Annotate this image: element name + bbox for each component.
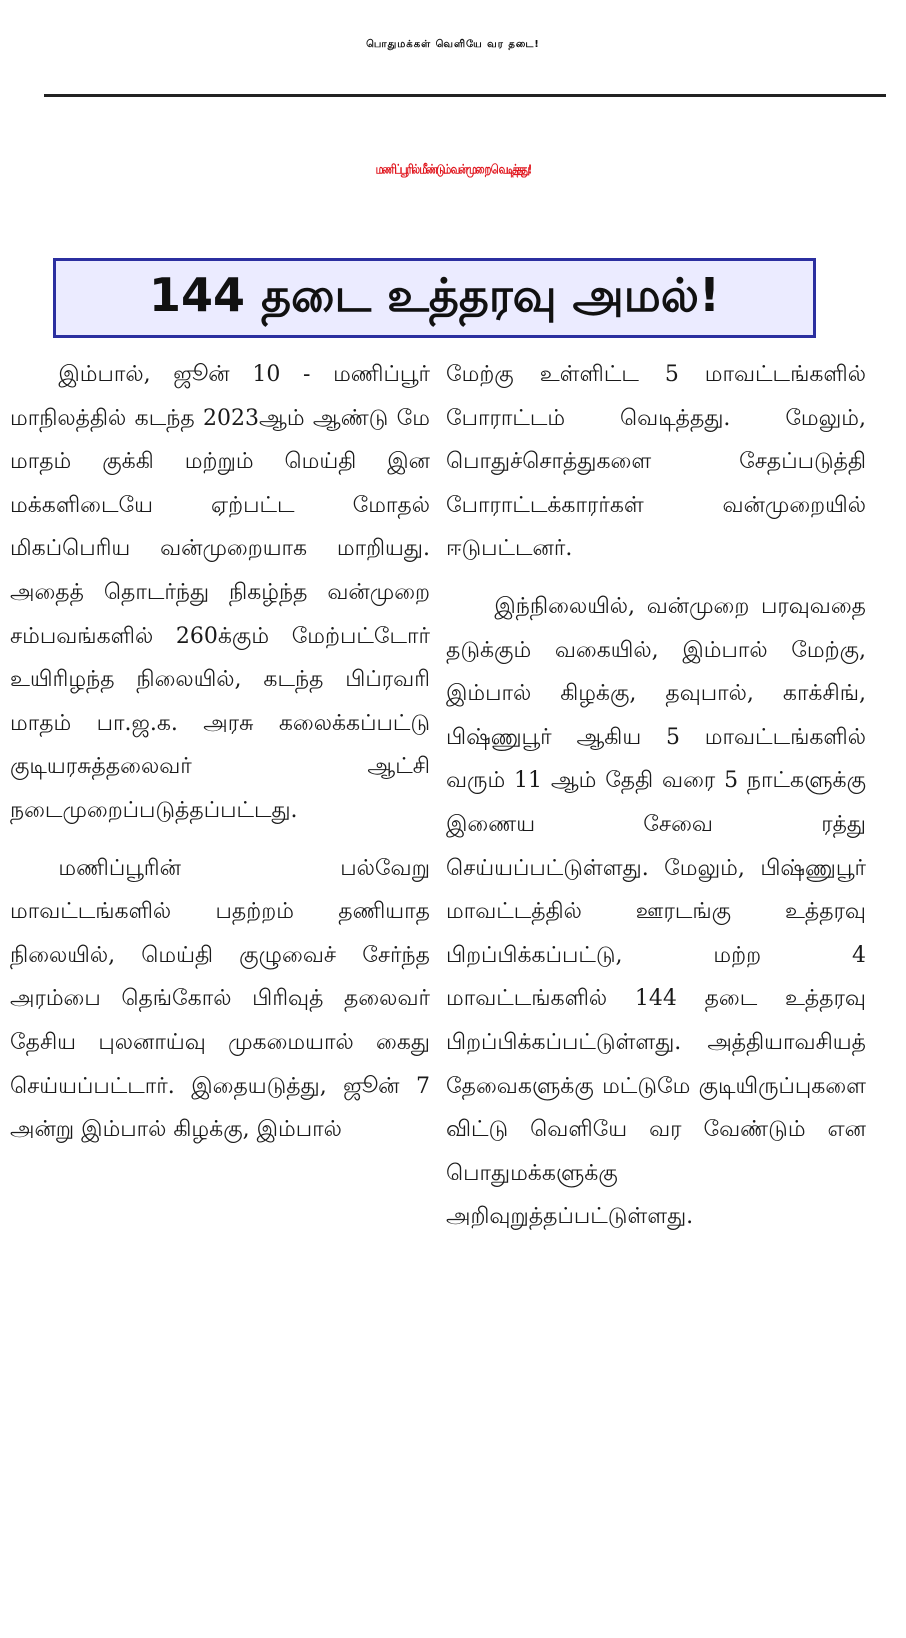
- article-paragraph: மணிப்பூரின் பல்வேறு மாவட்டங்களில் பதற்றம் தணியாத நிலையில், மெய்தி குழுவைச் சேர்ந்த அரம்பை தெங்கோல் பிரிவுத் தலைவர் தேசிய புலனாய்வு முகமையால் கைது செய்யப்பட்டார். இதையடுத்து, ஜூன் 7 அன்று இம்பால் கிழக்கு, இம்பால்: [10, 855, 430, 1143]
- article-column-right: [446, 353, 866, 1239]
- article-column-left: [10, 353, 430, 1152]
- subheadline: 144 தடை உத்தரவு அமல்!: [149, 267, 720, 322]
- article-paragraph: இம்பால், ஜூன் 10 - மணிப்பூர் மாநிலத்தில் கடந்த 2023ஆம் ஆண்டு மே மாதம் குக்கி மற்றும் மெய்தி இன மக்களிடையே ஏற்பட்ட மோதல் மிகப்பெரிய வன்முறையாக மாறியது. அதைத் தொடர்ந்து நிகழ்ந்த வன்முறை சம்பவங்களில் 260க்கும் மேற்பட்டோர் உயிரிழந்த நிலையில், கடந்த பிப்ரவரி மாதம் பா.ஜ.க. அரசு கலைக்கப்பட்டு குடியரசுத்தலைவர் ஆட்சி நடைமுறைப்படுத்தப்பட்டது.: [10, 362, 430, 823]
- subheadline-box: [53, 258, 816, 338]
- kicker-headline: பொதுமக்கள் வெளியே வர தடை!: [366, 39, 540, 50]
- article-paragraph: இந்நிலையில், வன்முறை பரவுவதை தடுக்கும் வகையில், இம்பால் மேற்கு, இம்பால் கிழக்கு, தவுபால், காக்சிங், பிஷ்ணுபூர் ஆகிய 5 மாவட்டங்களில் வரும் 11 ஆம் தேதி வரை 5 நாட்களுக்கு இணைய சேவை ரத்து செய்யப்பட்டுள்ளது. மேலும், பிஷ்ணுபூர் மாவட்டத்தில் ஊரடங்கு உத்தரவு பிறப்பிக்கப்பட்டு, மற்ற 4 மாவட்டங்களில் 144 தடை உத்தரவு பிறப்பிக்கப்பட்டுள்ளது. அத்தியாவசியத் தேவைகளுக்கு மட்டுமே குடியிருப்புகளை விட்டு வெளியே வர வேண்டும் என பொதுமக்களுக்கு அறிவுறுத்தப்பட்டுள்ளது.: [446, 593, 866, 1230]
- main-headline: மணிப்பூரில் மீண்டும் வன்முறை வெடித்தது!: [375, 163, 531, 178]
- article-paragraph: மேற்கு உள்ளிட்ட 5 மாவட்டங்களில் போராட்டம் வெடித்தது. மேலும், பொதுச்சொத்துகளை சேதப்படுத்தி போராட்டக்காரர்கள் வன்முறையில் ஈடுபட்டனர்.: [446, 362, 866, 562]
